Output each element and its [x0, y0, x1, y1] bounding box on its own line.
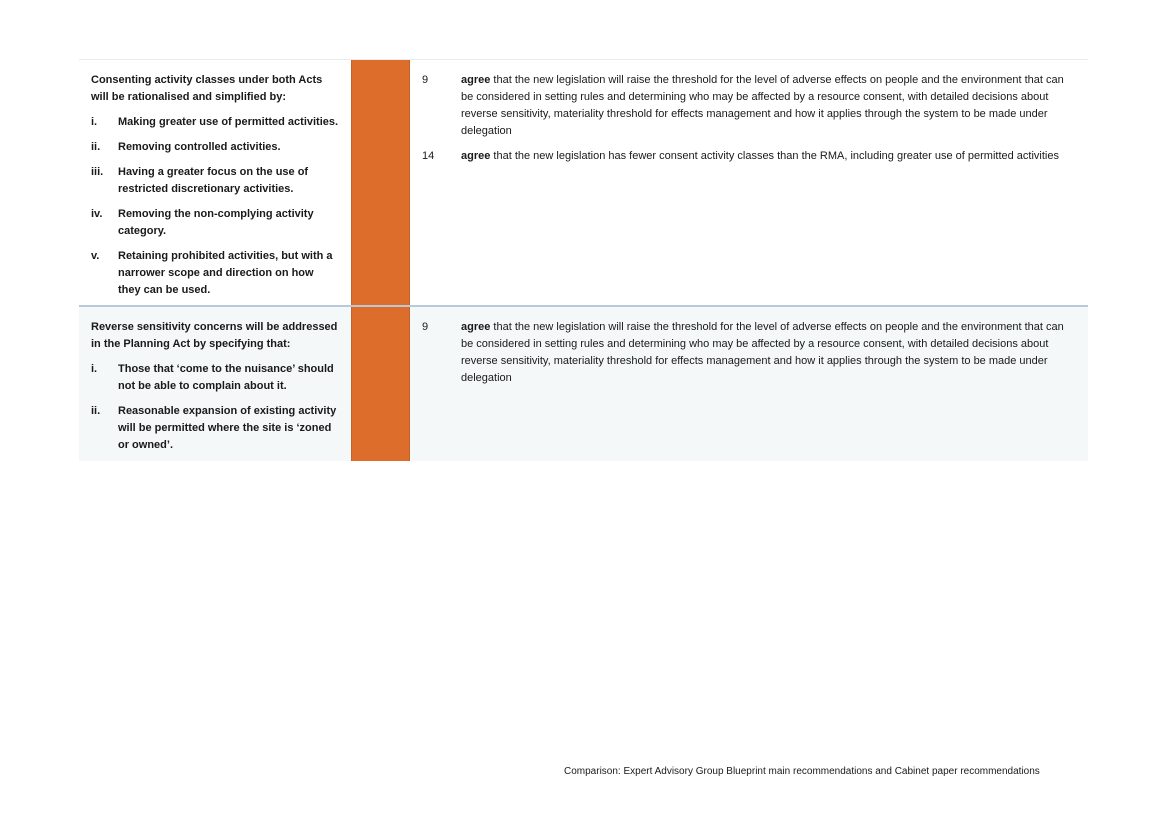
list-item	[91, 361, 339, 395]
recommendation-intro: Reverse sensitivity concerns will be addressed in the Planning Act by specifying that:	[91, 321, 338, 350]
cabinet-recommendation-cell	[410, 307, 1088, 461]
list-number: i.	[91, 363, 98, 375]
recommendation-number: 14	[422, 150, 435, 162]
table-row	[79, 60, 1088, 307]
blueprint-recommendation-cell	[79, 307, 351, 461]
recommendation-item	[422, 72, 1076, 140]
recommendation-text	[461, 148, 1076, 165]
list-item	[91, 248, 339, 299]
recommendation-body: that the new legislation will raise the threshold for the level of adverse effects on people and the environment that can be considered in setting rules and determining who may be affected by a resource consent, with detailed decisions about reverse sensitivity, materiality threshold for effects management and how it applies through the system to be made under delegation	[461, 321, 1064, 384]
recommendation-verb: agree	[461, 74, 491, 86]
recommendation-number: 9	[422, 74, 429, 86]
list-item	[91, 403, 339, 454]
list-number: iv.	[91, 208, 103, 220]
list-text: Removing the non-complying activity category.	[118, 208, 314, 237]
list-text: Those that ‘come to the nuisance’ should not be able to complain about it.	[118, 363, 334, 392]
recommendation-body: that the new legislation has fewer consent activity classes than the RMA, including greater use of permitted activities	[490, 150, 1059, 162]
recommendation-item	[422, 148, 1076, 165]
recommendation-item	[422, 319, 1076, 387]
list-text: Having a greater focus on the use of restricted discretionary activities.	[118, 166, 309, 195]
list-number: i.	[91, 116, 98, 128]
list-text: Making greater use of permitted activities.	[118, 116, 339, 128]
page-footer: Comparison: Expert Advisory Group Blueprint main recommendations and Cabinet paper recommendations	[564, 766, 1040, 777]
list-number: iii.	[91, 166, 104, 178]
recommendation-text	[461, 319, 1076, 387]
list-number: v.	[91, 250, 100, 262]
list-number: ii.	[91, 405, 101, 417]
recommendation-body: that the new legislation will raise the threshold for the level of adverse effects on people and the environment that can be considered in setting rules and determining who may be affected by a resource consent, with detailed decisions about reverse sensitivity, materiality threshold for effects management and how it applies through the system to be made under delegation	[461, 74, 1064, 137]
table-row	[79, 307, 1088, 461]
list-text: Removing controlled activities.	[118, 141, 281, 153]
recommendation-intro: Consenting activity classes under both Acts will be rationalised and simplified by:	[91, 74, 323, 103]
list-item	[91, 206, 339, 240]
list-item	[91, 114, 339, 131]
list-number: ii.	[91, 141, 101, 153]
blueprint-recommendation-cell	[79, 60, 351, 305]
list-item	[91, 139, 339, 156]
recommendation-verb: agree	[461, 150, 491, 162]
status-color-band	[351, 60, 410, 305]
recommendation-number: 9	[422, 321, 429, 333]
cabinet-recommendation-cell	[410, 60, 1088, 305]
recommendation-text	[461, 72, 1076, 140]
list-text: Retaining prohibited activities, but with a narrower scope and direction on how they can be used.	[118, 250, 333, 296]
status-color-band	[351, 307, 410, 461]
comparison-table	[79, 59, 1088, 461]
recommendation-verb: agree	[461, 321, 491, 333]
list-text: Reasonable expansion of existing activity will be permitted where the site is ‘zoned or owned’.	[118, 405, 337, 451]
list-item	[91, 164, 339, 198]
